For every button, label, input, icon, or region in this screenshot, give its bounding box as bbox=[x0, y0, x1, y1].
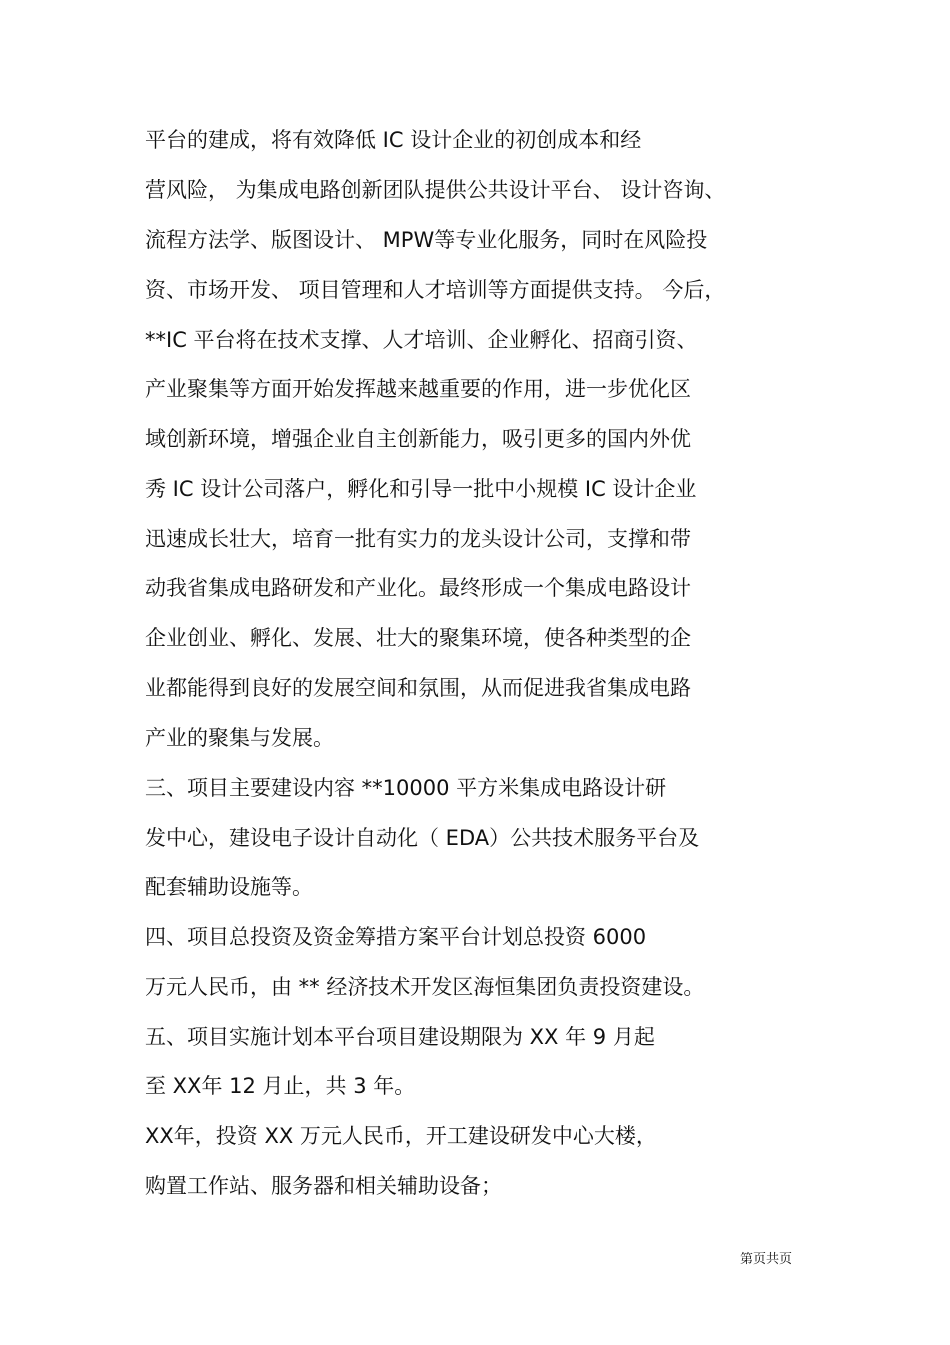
paragraph-line: XX年，投资 XX 万元人民币，开工建设研发中心大楼， bbox=[145, 1124, 657, 1148]
paragraph-line: 三、项目主要建设内容 **10000 平方米集成电路设计研 bbox=[145, 776, 667, 800]
paragraph-line: 企业创业、孵化、发展、壮大的聚集环境，使各种类型的企 bbox=[145, 626, 691, 650]
paragraph-line: 域创新环境，增强企业自主创新能力，吸引更多的国内外优 bbox=[145, 427, 691, 451]
paragraph-line: 动我省集成电路研发和产业化。最终形成一个集成电路设计 bbox=[145, 576, 691, 600]
paragraph-line: 资、市场开发、 项目管理和人才培训等方面提供支持。 今后， bbox=[145, 278, 726, 302]
paragraph-line: **IC 平台将在技术支撑、人才培训、企业孵化、招商引资、 bbox=[145, 328, 698, 352]
paragraph-line: 业都能得到良好的发展空间和氛围，从而促进我省集成电路 bbox=[145, 676, 691, 700]
paragraph-line: 迅速成长壮大，培育一批有实力的龙头设计公司，支撑和带 bbox=[145, 527, 691, 551]
paragraph-line: 平台的建成，将有效降低 IC 设计企业的初创成本和经 bbox=[145, 128, 642, 152]
paragraph-line: 发中心，建设电子设计自动化（ EDA）公共技术服务平台及 bbox=[145, 826, 700, 850]
paragraph-line: 营风险， 为集成电路创新团队提供公共设计平台、 设计咨询、 bbox=[145, 178, 726, 202]
paragraph-line: 四、项目总投资及资金筹措方案平台计划总投资 6000 bbox=[145, 925, 647, 949]
paragraph-line: 至 XX年 12 月止，共 3 年。 bbox=[145, 1074, 416, 1098]
paragraph-line: 秀 IC 设计公司落户，孵化和引导一批中小规模 IC 设计企业 bbox=[145, 477, 697, 501]
paragraph-line: 配套辅助设施等。 bbox=[145, 875, 313, 899]
paragraph-line: 流程方法学、版图设计、 MPW等专业化服务，同时在风险投 bbox=[145, 228, 708, 252]
paragraph-line: 万元人民币，由 ** 经济技术开发区海恒集团负责投资建设。 bbox=[145, 975, 705, 999]
paragraph-line: 产业聚集等方面开始发挥越来越重要的作用，进一步优化区 bbox=[145, 377, 691, 401]
paragraph-line: 购置工作站、服务器和相关辅助设备； bbox=[145, 1174, 502, 1198]
page-footer: 第页共页 bbox=[740, 1252, 793, 1267]
paragraph-line: 产业的聚集与发展。 bbox=[145, 726, 334, 750]
paragraph-line: 五、项目实施计划本平台项目建设期限为 XX 年 9 月起 bbox=[145, 1025, 655, 1049]
